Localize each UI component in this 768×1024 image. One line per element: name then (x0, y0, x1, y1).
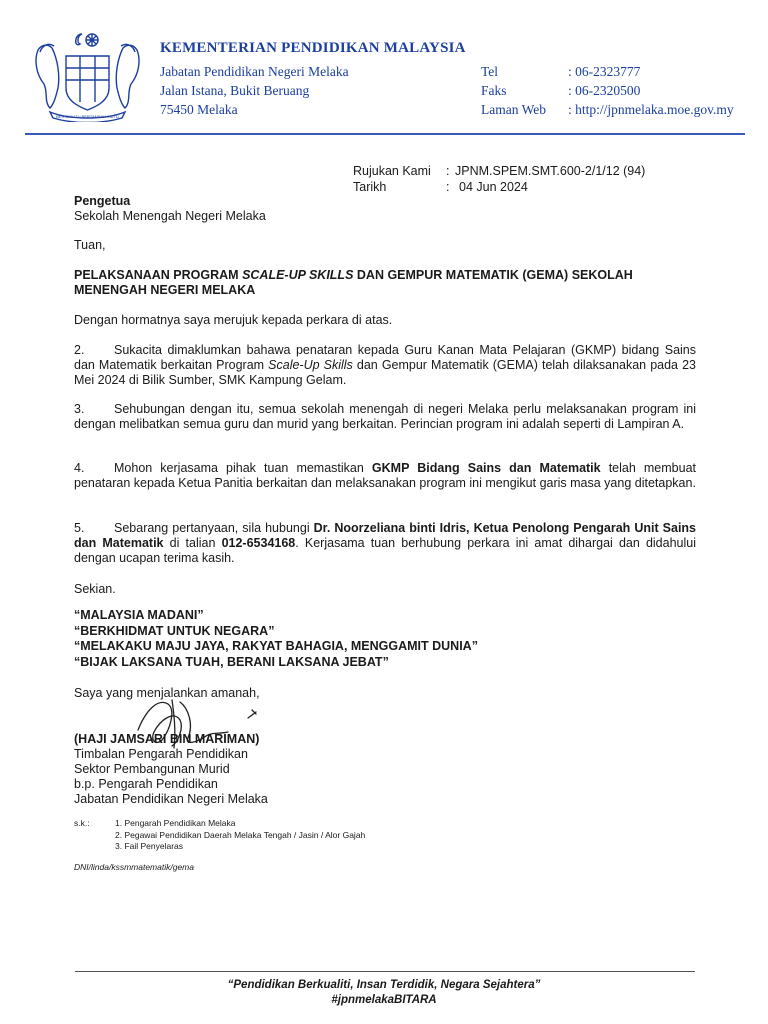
slogan: “MELAKAKU MAJU JAYA, RAKYAT BAHAGIA, MENGGAMIT DUNIA” (74, 639, 478, 653)
crest-motto: BERSEKUTU BERTAMBAH MUTU (56, 114, 119, 119)
contact-labels (481, 62, 546, 119)
contact-person: Dr. Noorzeliana binti Idris, Ketua Penolong Pengarah Unit Sains dan Matematik (74, 521, 696, 550)
recipient-block (74, 194, 696, 224)
salutation: Tuan, (74, 238, 106, 252)
paragraph-text: Mohon kerjasama pihak tuan memastikan (114, 461, 372, 475)
footer-hashtag: #jpnmelakaBITARA (331, 994, 437, 1006)
paragraph-4 (74, 461, 696, 491)
paragraph-text: Sebarang pertanyaan, sila hubungi (114, 521, 314, 535)
address-line: 75450 Melaka (160, 102, 238, 117)
contact-tel: : 06-2323777 (568, 64, 641, 79)
contact-values (568, 62, 734, 119)
letterhead-divider (25, 133, 745, 135)
slogan: “MALAYSIA MADANI” (74, 608, 204, 622)
footer-motto: “Pendidikan Berkualiti, Insan Terdidik, Negara Sejahtera” (227, 979, 541, 991)
sign-off: Saya yang menjalankan amanah, (74, 686, 260, 700)
paragraph-bold: GKMP Bidang Sains dan Matematik (371, 461, 601, 475)
contact-label-fax: Faks (481, 83, 507, 98)
paragraph-2 (74, 343, 696, 388)
slogan: “BERKHIDMAT UNTUK NEGARA” (74, 623, 275, 638)
paragraph-text-rest: telah membuat penataran kepada Ketua Panitia berkaitan dan melaksanakan program ini mengikut garis masa yang ditetapkan. (74, 461, 696, 490)
reference-labels (353, 163, 431, 195)
closing: Sekian. (74, 582, 116, 596)
reference-label: Rujukan Kami (353, 164, 431, 178)
recipient-title: Pengetua (74, 194, 131, 208)
copy-item: 2. Pegawai Pendidikan Daerah Melaka Tengah / Jasin / Alor Gajah (115, 829, 366, 840)
paragraph-text: Sukacita dimaklumkan bahawa penataran kepada Guru Kanan Mata Pelajaran (GKMP) bidang Sains dan Matematik berkaitan Program (74, 343, 696, 372)
paragraph-italic: Scale-Up Skills (268, 358, 353, 372)
signatory-line: Timbalan Pengarah Pendidikan (74, 747, 248, 761)
copies-list (115, 818, 365, 853)
crest-logo (30, 30, 145, 122)
copy-item: 3. Fail Penyelaras (115, 841, 184, 851)
contact-label-tel: Tel (481, 64, 499, 79)
contact-website-link[interactable]: : http://jpnmelaka.moe.gov.my (568, 102, 734, 117)
paragraph-3 (74, 402, 696, 432)
reference-values (455, 163, 645, 195)
address-block (160, 62, 349, 119)
subject-text-rest: DAN GEMPUR MATEMATIK (GEMA) SEKOLAH MENENGAH NEGERI MELAKA (74, 268, 633, 297)
signatory-block (74, 732, 696, 807)
paragraph-number: 4. (74, 461, 85, 475)
paragraph-text-rest: . Kerjasama tuan berhubung perkara ini amat dihargai dan didahului dengan ucapan terima kasih. (74, 536, 696, 565)
signatory-line: Jabatan Pendidikan Negeri Melaka (74, 792, 268, 806)
ministry-name: KEMENTERIAN PENDIDIKAN MALAYSIA (160, 40, 466, 56)
paragraph-text: di talian (163, 536, 222, 550)
subject-italic: SCALE-UP SKILLS (242, 268, 354, 282)
signatory-line: b.p. Pengarah Pendidikan (74, 777, 218, 791)
paragraph-number: 2. (74, 343, 85, 357)
paragraph-number: 5. (74, 521, 85, 535)
subject-heading (74, 268, 696, 298)
signatory-line: Sektor Pembangunan Murid (74, 762, 230, 776)
signatory-name: (HAJI JAMSARI BIN MARIMAN) (74, 732, 260, 746)
reference-colons: : : (446, 164, 450, 194)
reference-number: JPNM.SPEM.SMT.600-2/1/12 (94) (455, 164, 646, 178)
slogans-block (74, 608, 478, 670)
paragraph-text-rest: dan Gempur Matematik (GEMA) telah dilaksanakan pada 23 Mei 2024 di Bilik Sumber, SMK Kampung Gelam. (74, 358, 696, 387)
address-line: Jalan Istana, Bukit Beruang (160, 83, 310, 98)
letter-date: 04 Jun 2024 (459, 180, 528, 194)
slogan: “BIJAK LAKSANA TUAH, BERANI LAKSANA JEBAT” (74, 654, 389, 669)
contact-phone: 012-6534168 (221, 536, 296, 550)
recipient-name: Sekolah Menengah Negeri Melaka (74, 209, 266, 223)
paragraph-text: Sehubungan dengan itu, semua sekolah menengah di negeri Melaka perlu melaksanakan program ini dengan melibatkan semua guru dan murid yang berkaitan. Perincian program ini adalah seperti di Lampiran A. (74, 402, 696, 431)
subject-text: PELAKSANAAN PROGRAM (74, 268, 243, 282)
opening-line: Dengan hormatnya saya merujuk kepada perkara di atas. (74, 313, 393, 327)
date-label: Tarikh (353, 180, 387, 194)
contact-label-web: Laman Web (481, 102, 547, 117)
copy-item: 1. Pengarah Pendidikan Melaka (115, 818, 236, 828)
address-line: Jabatan Pendidikan Negeri Melaka (160, 64, 349, 79)
paragraph-number: 3. (74, 402, 85, 416)
file-reference: DNI/linda/kssmmatematik/gema (74, 862, 194, 872)
contact-fax: : 06-2320500 (568, 83, 641, 98)
copies-label: s.k.: (74, 818, 90, 828)
footer-divider (75, 971, 695, 972)
paragraph-5 (74, 521, 696, 566)
